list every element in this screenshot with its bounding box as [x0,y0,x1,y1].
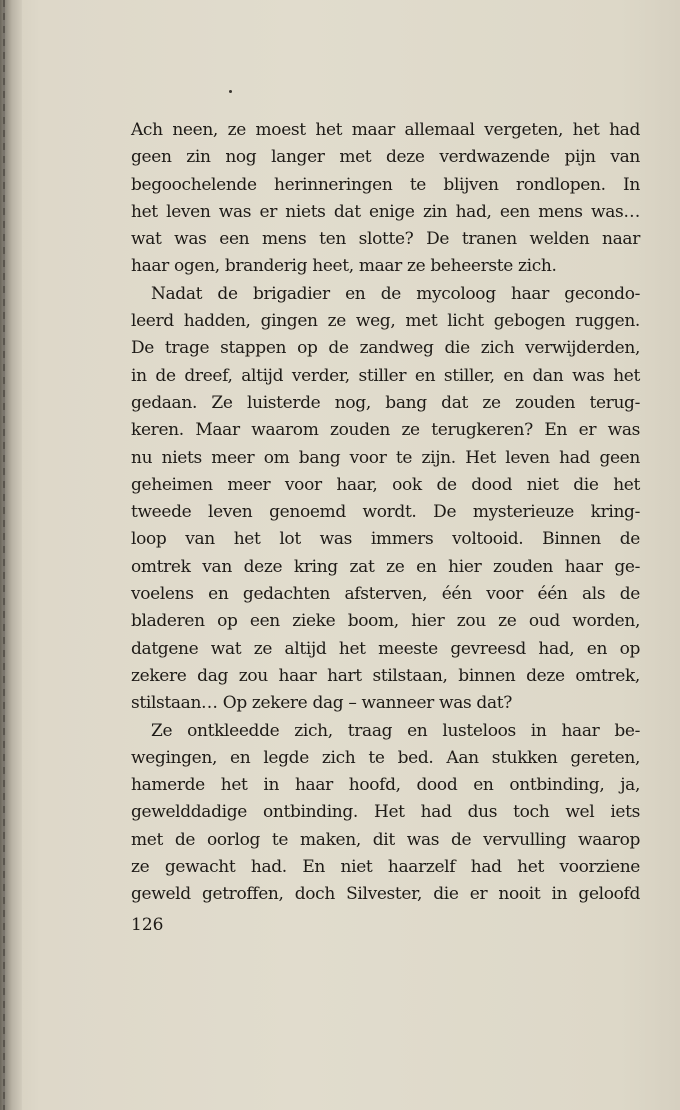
text-line: het leven was er niets dat enige zin had, een mens was… [131,201,640,222]
text-line: Ze ontkleedde zich, traag en lusteloos in haar be- [151,720,640,741]
text-line: geheimen meer voor haar, ook de dood niet die het [131,474,640,495]
text-line: wegingen, en legde zich te bed. Aan stukken gereten, [131,747,640,768]
text-line: met de oorlog te maken, dit was de vervulling waarop [131,829,640,850]
spine-binding-line [3,0,5,1110]
text-line: nu niets meer om bang voor te zijn. Het leven had geen [131,447,640,468]
text-line: ze gewacht had. En niet haarzelf had het voorziene [131,857,640,878]
text-line: geweld getroffen, doch Silvester, die er nooit in geloofd [131,884,640,905]
text-line: leerd hadden, gingen ze weg, met licht gebogen ruggen. [131,311,640,332]
text-line: haar ogen, branderig heet, maar ze beheerste zich. [131,256,557,277]
text-line: wat was een mens ten slotte? De tranen welden naar [131,229,640,250]
text-line: omtrek van deze kring zat ze en hier zouden haar ge- [131,556,640,577]
text-line: tweede leven genoemd wordt. De mysterieuze kring- [131,502,640,523]
text-line: datgene wat ze altijd het meeste gevreesd had, en op [131,638,640,659]
body-text [131,117,640,909]
text-line: hamerde het in haar hoofd, dood en ontbinding, ja, [131,775,640,796]
text-line: loop van het lot was immers voltooid. Binnen de [131,529,640,550]
text-line: keren. Maar waarom zouden ze terugkeren? En er was [131,420,640,441]
text-line: zekere dag zou haar hart stilstaan, binnen deze omtrek, [131,665,640,686]
text-line: De trage stappen op de zandweg die zich verwijderden, [131,338,640,359]
text-line: bladeren op een zieke boom, hier zou ze oud worden, [131,611,640,632]
text-line: stilstaan… Op zekere dag – wanneer was dat? [131,693,512,714]
book-spine-edge [0,0,22,1110]
text-line: in de dreef, altijd verder, stiller en stiller, en dan was het [131,365,640,386]
text-line: gewelddadige ontbinding. Het had dus toch wel iets [131,802,640,823]
text-line: geen zin nog langer met deze verdwazende pijn van [131,147,640,168]
page-number: 126 [131,915,164,935]
text-line: Nadat de brigadier en de mycoloog haar gecondo- [151,283,640,304]
ink-speck [229,90,232,93]
text-line: begoochelende herinneringen te blijven rondlopen. In [131,174,640,195]
text-line: Ach neen, ze moest het maar allemaal vergeten, het had [131,120,640,140]
text-line: voelens en gedachten afsterven, één voor één als de [131,584,640,605]
text-line: gedaan. Ze luisterde nog, bang dat ze zouden terug- [131,392,640,413]
